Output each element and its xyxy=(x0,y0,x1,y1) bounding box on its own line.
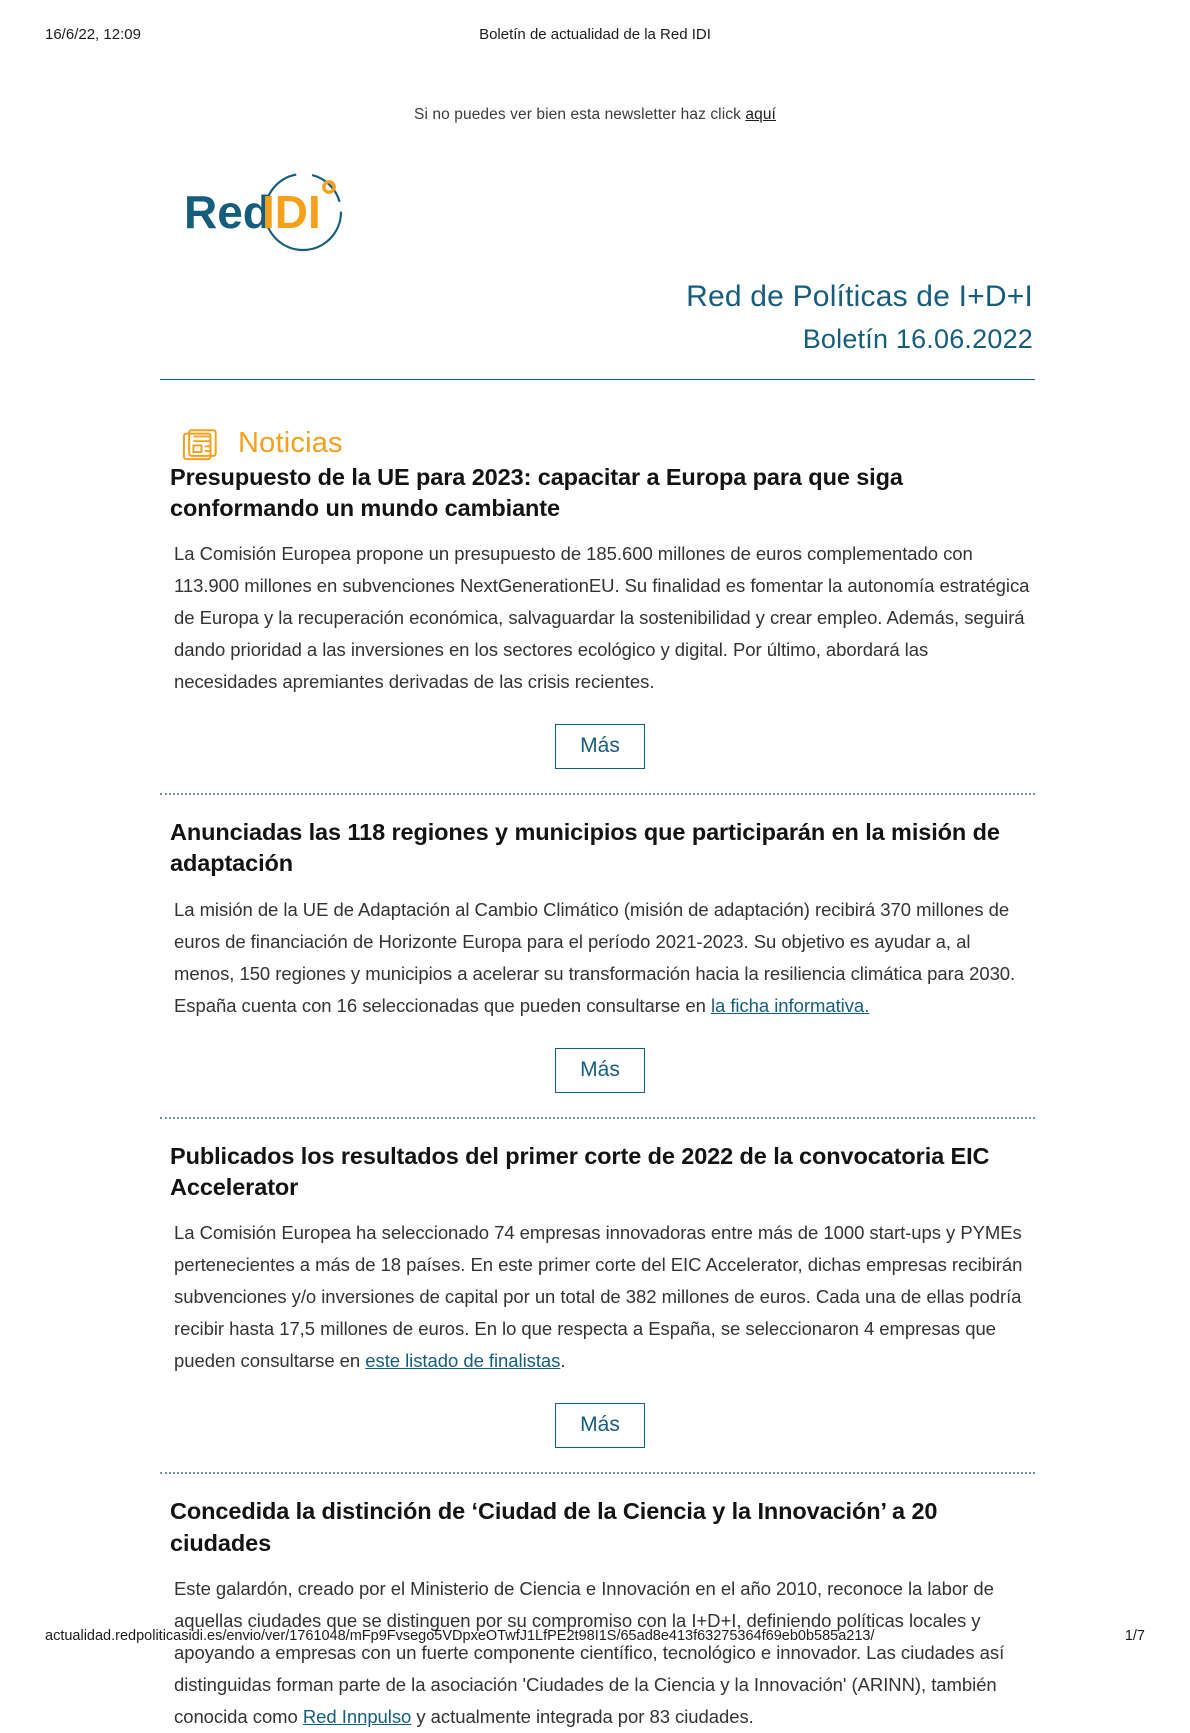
section-header-noticias xyxy=(160,426,1035,462)
view-online-text: Si no puedes ver bien esta newsletter haz click xyxy=(414,106,746,123)
more-button[interactable]: Más xyxy=(555,724,645,769)
article-body-text: La misión de la UE de Adaptación al Cambio Climático (misión de adaptación) recibirá 370 millones de euros de financiación de Horizonte Europa para el período 2021-2023. Su objetivo es ayudar a, al menos, 150 regiones y municipios a acelerar su transformación hacia la resiliencia climática para 2030. España cuenta con 16 seleccionadas que pueden consultarse en xyxy=(174,898,1016,1016)
masthead-title: Red de Políticas de I+D+I xyxy=(686,280,1033,313)
article-body-link[interactable]: la ficha informativa. xyxy=(710,994,870,1016)
masthead xyxy=(160,278,1035,357)
article-body-link[interactable]: Red Innpulso xyxy=(302,1705,412,1727)
article-body-link[interactable]: este listado de finalistas xyxy=(365,1350,561,1372)
newsletter-sheet xyxy=(0,90,1190,1733)
article-button-row xyxy=(165,1403,1035,1448)
article-body xyxy=(165,1217,1035,1377)
article-body-text: La Comisión Europea propone un presupuesto de 185.600 millones de euros complementado con 113.900 millones en subvenciones NextGenerationEU. Su finalidad es fomentar la autonomía estratégica de Europa y la recuperación económica, salvaguardar la sostenibilidad y crear empleo. Además, seguirá dando prioridad a las inversiones en los sectores ecológico y digital. Por último, abordará las necesidades apremiantes derivadas de las crisis recientes. xyxy=(174,543,1030,693)
print-header-date: 16/6/22, 12:09 xyxy=(45,26,141,43)
article-separator xyxy=(160,1117,1035,1119)
print-header xyxy=(0,26,1190,48)
more-button[interactable]: Más xyxy=(555,1403,645,1448)
article-button-row xyxy=(165,724,1035,769)
print-footer-url: actualidad.redpoliticasidi.es/envio/ver/1761048/mFp9Fvsego5VDpxeOTwfJ1LfPE2t98I1S/65ad8e413f63275364f69eb0b585a213/ xyxy=(45,1628,875,1644)
logo-word-idi: IDI xyxy=(262,186,321,238)
articles-list xyxy=(160,462,1035,1733)
article-body xyxy=(165,538,1035,698)
article-body-text: Este galardón, creado por el Ministerio de Ciencia e Innovación en el año 2010, reconoce la labor de aquellas ciudades que se distinguen por su compromiso con la I+D+I, definiendo políticas locales y apoyando a empresas con un fuerte componente científico, tecnológico e innovador. Las ciudades así distinguidas forman parte de la asociación 'Ciudades de la Ciencia y la Innovación' (ARINN), también conocida como xyxy=(174,1577,1005,1727)
view-online-notice xyxy=(0,90,1190,124)
article-button-row xyxy=(165,1048,1035,1093)
article-title: Presupuesto de la UE para 2023: capacitar a Europa para que siga conformando un mundo cambiante xyxy=(170,463,903,521)
article-title: Publicados los resultados del primer corte de 2022 de la convocatoria EIC Accelerator xyxy=(170,1142,990,1201)
print-footer xyxy=(0,1628,1190,1650)
more-button[interactable]: Más xyxy=(555,1048,645,1093)
article-separator xyxy=(160,1472,1035,1474)
article xyxy=(160,1496,1035,1733)
section-title: Noticias xyxy=(238,427,343,460)
article xyxy=(160,462,1035,770)
article-body-text: y actualmente integrada por 83 ciudades. xyxy=(411,1705,754,1727)
article-body-text: La Comisión Europea ha seleccionado 74 empresas innovadoras entre más de 1000 start-ups y PYMEs pertenecientes a más de 18 países. En este primer corte del EIC Accelerator, dichas empresas recibirán subvenciones y/o inversiones de capital por un total de 382 millones de euros. Cada una de ellas podría recibir hasta 17,5 millones de euros. En lo que respecta a España, se seleccionaron 4 empresas que pueden consultarse en xyxy=(174,1222,1023,1372)
article-title: Anunciadas las 118 regiones y municipios que participarán en la misión de adaptación xyxy=(170,819,1000,877)
article-body-text: . xyxy=(560,1350,566,1372)
article-body xyxy=(165,1573,1035,1733)
print-header-title: Boletín de actualidad de la Red IDI xyxy=(479,26,711,43)
article xyxy=(160,1141,1035,1449)
masthead-divider xyxy=(160,379,1035,380)
print-footer-page: 1/7 xyxy=(1124,1628,1145,1644)
view-online-link[interactable]: aquí xyxy=(745,106,776,123)
article xyxy=(160,817,1035,1093)
article-body xyxy=(165,894,1035,1022)
newsletter-inner xyxy=(155,160,1035,1733)
masthead-subtitle: Boletín 16.06.2022 xyxy=(802,323,1033,354)
article-separator xyxy=(160,793,1035,795)
redidi-logo xyxy=(176,160,366,264)
logo-word-red: Red xyxy=(184,186,271,238)
article-title: Concedida la distinción de ‘Ciudad de la Ciencia y la Innovación’ a 20 ciudades xyxy=(170,1498,938,1556)
newspaper-icon xyxy=(182,426,220,462)
brand-logo-area xyxy=(160,160,1035,270)
